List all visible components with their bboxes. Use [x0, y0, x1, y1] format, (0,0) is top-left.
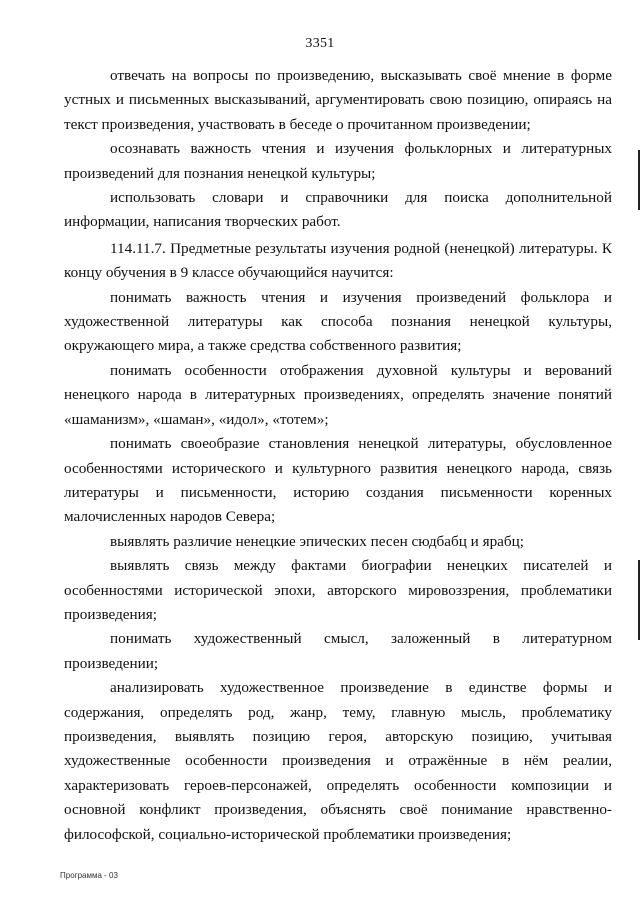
- footer-program-label: Программа - 03: [60, 871, 118, 880]
- page-number: 3351: [305, 36, 335, 51]
- paragraph-section-heading: 114.11.7. Предметные результаты изучения родной (ненецкой) литературы. К концу обучения в 9 классе обучающийся научится:: [64, 239, 612, 282]
- paragraph-artistic-meaning: понимать художественный смысл, заложенный в литературном произведении;: [64, 630, 612, 672]
- paragraph-spiritual-culture: понимать особенности отображения духовной культуры и верований ненецкого народа в литературных произведениях, определять значение понятий «шаманизм», «шаман», «идол», «тотем»;: [64, 361, 612, 428]
- paragraph-use-dictionaries: использовать словари и справочники для поиска дополнительной информации, написания творческих работ.: [64, 189, 612, 231]
- paragraph-analyze-work: анализировать художественное произведение в единстве формы и содержания, определять род, жанр, тему, главную мысль, проблематику произведения, выявлять позицию героя, авторскую позицию, учитывая художественные особенности произведения и отражённые в нём реалии, характеризовать героев-персонажей, определять особенности композиции и основной конфликт произведения, объяснять своё понимание нравственно-философской, социально-исторической проблематики произведения;: [64, 679, 612, 843]
- document-body: [64, 64, 612, 847]
- paragraph-literature-formation: понимать своеобразие становления ненецкой литературы, обусловленное особенностями исторического и культурного развития ненецкого народа, связь литературы и письменности, историю создания письменности коренных малочисленных народов Севера;: [64, 435, 612, 526]
- paragraph-epic-songs: выявлять различие ненецкие эпических песен сюдбабц и ярабц;: [110, 532, 525, 550]
- paragraph-biography-link: выявлять связь между фактами биографии ненецких писателей и особенностями исторической эпохи, авторского мировоззрения, проблематики произведения;: [64, 557, 612, 623]
- paragraph-reading-importance: осознавать важность чтения и изучения фольклорных и литературных произведений для познания ненецкой культуры;: [64, 140, 612, 182]
- paragraph-understand-importance: понимать важность чтения и изучения произведений фольклора и художественной литературы как способа познания ненецкой культуры, окружающего мира, а также средства собственного развития;: [64, 288, 612, 355]
- paragraph-answer-questions: отвечать на вопросы по произведению, высказывать своё мнение в форме устных и письменных высказываний, аргументировать свою позицию, опираясь на текст произведения, участвовать в беседе о прочитанном произведении;: [64, 67, 612, 133]
